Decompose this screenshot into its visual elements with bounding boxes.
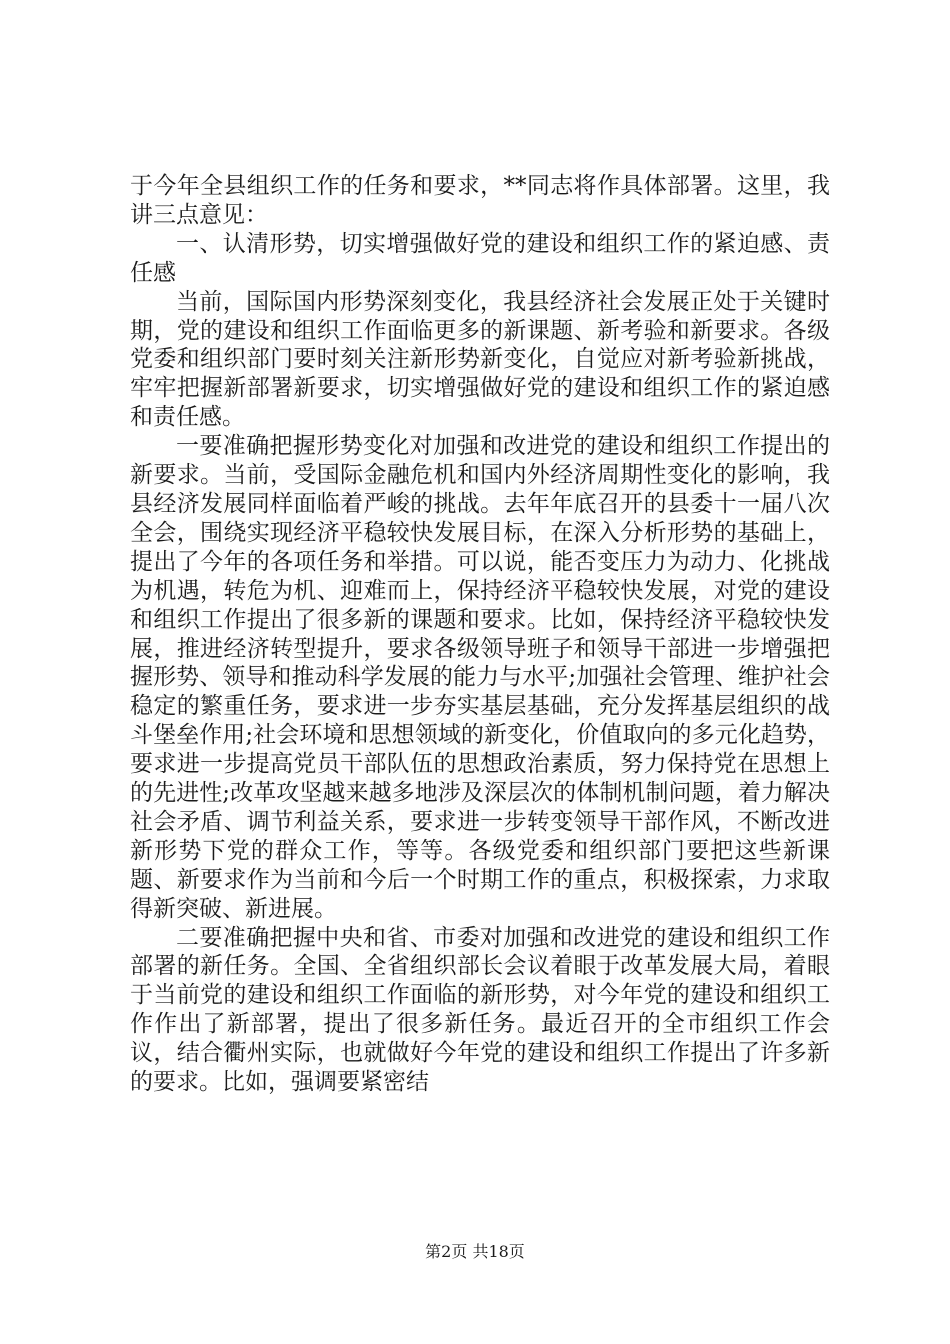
paragraph-1: 于今年全县组织工作的任务和要求，**同志将作具体部署。这里，我讲三点意见： (130, 173, 830, 228)
body-text (130, 172, 830, 1097)
section-heading-1: 一、认清形势，切实增强做好党的建设和组织工作的紧迫感、责任感 (130, 230, 830, 286)
page-footer: 第2页 共18页 (425, 1242, 525, 1261)
paragraph-4: 二要准确把握中央和省、市委对加强和改进党的建设和组织工作部署的新任务。全国、全省组织部长会议着眼于改革发展大局，着眼于当前党的建设和组织工作面临的新形势，对今年党的建设和组织工作作出了新部署，提出了很多新任务。最近召开的全市组织工作会议，结合衢州实际，也就做好今年党的建设和组织工作提出了许多新的要求。比如，强调要紧密结 (130, 924, 830, 1096)
paragraph-2: 当前，国际国内形势深刻变化，我县经济社会发展正处于关键时期，党的建设和组织工作面临更多的新课题、新考验和新要求。各级党委和组织部门要时刻关注新形势新变化，自觉应对新考验新挑战，牢牢把握新部署新要求，切实增强做好党的建设和组织工作的紧迫感和责任感。 (130, 288, 830, 431)
paragraph-3: 一要准确把握形势变化对加强和改进党的建设和组织工作提出的新要求。当前，受国际金融危机和国内外经济周期性变化的影响，我县经济发展同样面临着严峻的挑战。去年年底召开的县委十一届八次全会，围绕实现经济平稳较快发展目标，在深入分析形势的基础上，提出了今年的各项任务和举措。可以说，能否变压力为动力、化挑战为机遇，转危为机、迎难而上，保持经济平稳较快发展，对党的建设和组织工作提出了很多新的课题和要求。比如，保持经济平稳较快发展，推进经济转型提升，要求各级领导班子和领导干部进一步增强把握形势、领导和推动科学发展的能力与水平;加强社会管理、维护社会稳定的繁重任务，要求进一步夯实基层基础，充分发挥基层组织的战斗堡垒作用;社会环境和思想领域的新变化，价值取向的多元化趋势，要求进一步提高党员干部队伍的思想政治素质，努力保持党在思想上的先进性;改革攻坚越来越多地涉及深层次的体制机制问题，着力解决社会矛盾、调节利益关系，要求进一步转变领导干部作风，不断改进新形势下党的群众工作，等等。各级党委和组织部门要把这些新课题、新要求作为当前和今后一个时期工作的重点，积极探索，力求取得新突破、新进展。 (130, 433, 830, 922)
